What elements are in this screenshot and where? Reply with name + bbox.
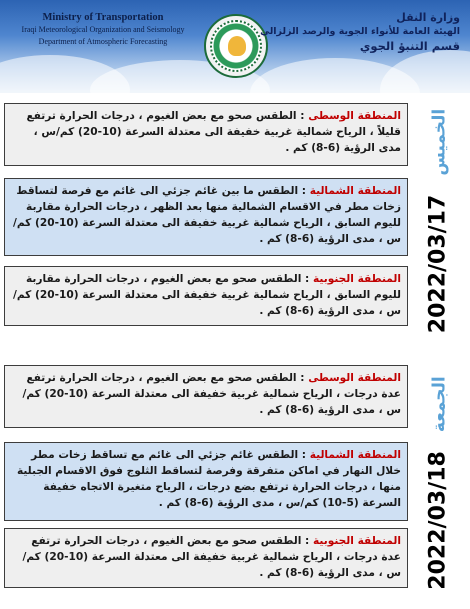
arabic-organization-title (260, 11, 460, 53)
header-banner (0, 0, 470, 93)
region-forecast-text: : الطقس ما بين غائم جزئي الى غائم مع فرصة لتساقط زخات مطر في الاقسام الشمالية منها بعد الظهر ، درجات الحرارة مقاربة لليوم السابق ، الرياح شمالية غربية خفيفة الى معتدلة السرعة (10-20) كم/س ، مدى الرؤية (6-8) كم . (12, 185, 401, 245)
region-card-northern (4, 178, 408, 256)
region-card-central (4, 103, 408, 166)
day-name: الخميس (429, 108, 450, 176)
day-name: الجمعة (429, 375, 450, 432)
region-forecast-text: : الطقس صحو مع بعض الغيوم ، درجات الحرارة ترتفع عدة درجات ، الرياح شمالية غربية خفيفة الى معتدلة السرعة (10-20) كم/س ، مدى الرؤية (6-8) كم . (22, 535, 401, 579)
ministry-name-ar: وزارة النقل (396, 11, 460, 24)
department-name-en: Department of Atmospheric Forecasting (38, 37, 168, 46)
organization-name-ar: الهيئة العامة للأنواء الجوية والرصد الزلزالي (260, 26, 460, 37)
region-label: المنطقة الوسطى (308, 110, 401, 122)
region-card-central (4, 365, 408, 428)
organization-name-en: Iraqi Meteorological Organization and Seismology (21, 25, 185, 34)
region-forecast-text: : الطقس صحو مع بعض الغيوم ، درجات الحرارة ترتفع قليلاً ، الرياح شمالية غربية خفيفة الى معتدلة السرعة (10-20) كم/س ، مدى الرؤية (6-8) كم . (26, 110, 401, 154)
meteorological-organization-logo (204, 14, 268, 78)
region-label: المنطقة الجنوبية (312, 535, 401, 547)
day-date: 2022/03/18 (425, 450, 451, 590)
region-forecast-text: : الطقس صحو مع بعض الغيوم ، درجات الحرارة ترتفع عدة درجات ، الرياح شمالية غربية خفيفة الى معتدلة السرعة (10-20) كم/س ، مدى الرؤية (6-8) كم . (22, 372, 401, 416)
region-label: المنطقة الشمالية (309, 185, 401, 197)
region-label: المنطقة الشمالية (309, 449, 401, 461)
region-card-southern (4, 528, 408, 588)
region-card-southern (4, 266, 408, 326)
day-forecast-friday (4, 360, 466, 605)
region-forecast-text: : الطقس صحو مع بعض الغيوم ، درجات الحرارة مقاربة لليوم السابق ، الرياح شمالية غربية خفيفة الى معتدلة السرعة (10-20) كم/س ، مدى الرؤية (6-8) كم . (12, 273, 401, 317)
day-label-column (410, 98, 466, 343)
day-label-column (410, 360, 466, 605)
region-card-northern (4, 442, 408, 521)
day-forecast-thursday (4, 98, 466, 343)
ministry-name-en: Ministry of Transportation (42, 12, 164, 23)
region-label: المنطقة الجنوبية (312, 273, 401, 285)
region-label: المنطقة الوسطى (308, 372, 401, 384)
english-organization-title (8, 12, 198, 48)
region-forecast-text: : الطقس غائم جزئي الى غائم مع تساقط زخات مطر خلال النهار في اماكن متفرقة وفرصة لتساقط الثلوج فوق الاقسام الجبلية منها ، درجات الحرارة ترتفع بضع درجات ، الرياح متغيرة الاتجاه خفيفة السرعة (5-10) كم/س ، مدى الرؤية (6-8) كم . (16, 449, 401, 509)
day-date: 2022/03/17 (425, 194, 451, 333)
department-name-ar: قسم التنبؤ الجوي (359, 39, 460, 53)
